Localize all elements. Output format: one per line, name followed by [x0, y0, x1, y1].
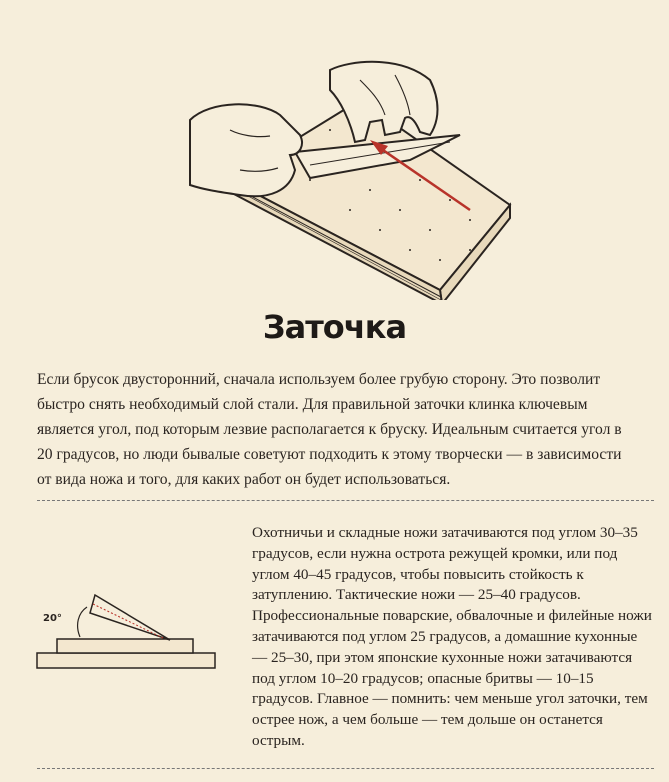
angle-diagram	[35, 585, 220, 675]
angle-label: 20°	[43, 613, 62, 624]
sharpening-hands-illustration	[170, 60, 530, 300]
dotted-divider-top	[37, 500, 654, 501]
angle-guidance-paragraph: Охотничьи и складные ножи затачиваются под углом 30–35 градусов, если нужна острота режущей кромки, или под углом 40–45 градусов, чтобы повысить стойкость к затуплению. Тактические ножи — 25–40 градусов. Профессиональные поварские, обвалочные и филейные ножи затачиваются под углом 25 градусов, а домашние кухонные — 25–30, при этом японские кухонные ножи затачиваются под углом 10–20 градусов; опасные бритвы — 10–15 градусов. Главное — помнить: чем меньше угол заточки, тем острее нож, а чем больше — тем дольше он останется острым.	[252, 524, 652, 749]
section-title: Заточка	[262, 308, 407, 346]
intro-paragraph: Если брусок двусторонний, сначала используем более грубую сторону. Это позволит быстро снять необходимый слой стали. Для правильной заточки клинка ключевым является угол, под которым лезвие располагается к бруску. Идеальным считается угол в 20 градусов, но люди бывалые советуют подходить к этому творчески — в зависимости от вида ножа и того, для каких работ он будет использоваться.	[37, 371, 622, 488]
dotted-divider-bottom	[37, 768, 654, 769]
